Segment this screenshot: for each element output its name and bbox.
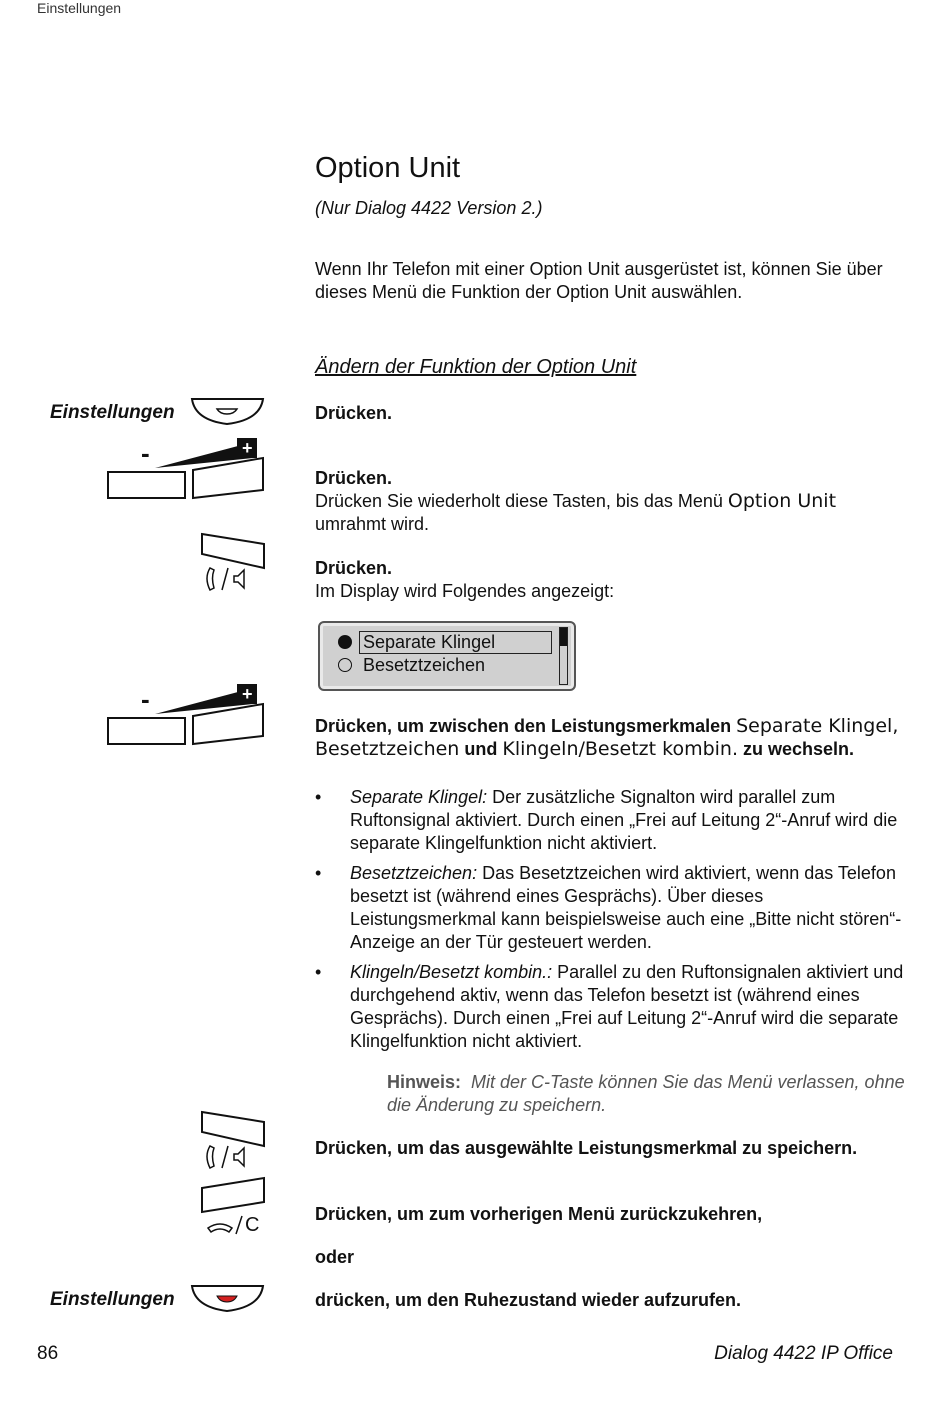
page-title: Option Unit [315,152,461,184]
step-scroll-text-a: Drücken Sie wiederholt diese Tasten, bis das Menü [315,491,728,511]
toggle-text-a: Drücken, um zwischen den Leistungsmerkmalen [315,716,737,736]
page-number: 86 [37,1343,59,1364]
bullet-term: Klingeln/Besetzt kombin.: [350,962,553,982]
bullet-term: Separate Klingel: [350,787,488,807]
settings-key-red-icon[interactable] [190,1283,266,1315]
svg-text:+: + [242,684,253,704]
settings-key-icon[interactable] [190,396,266,428]
intro-paragraph: Wenn Ihr Telefon mit einer Option Unit ausgerüstet ist, können Sie über dieses Menü die Funktion der Option Unit auswählen. [315,259,883,302]
step-press-handset [315,557,905,603]
display-option-1: Separate Klingel [359,631,552,654]
scrollbar-thumb [560,628,567,646]
display-row-1 [338,631,552,654]
phone-display [318,621,576,691]
step-scroll-menu [315,467,905,536]
display-option-2: Besetztzeichen [363,655,486,675]
feature-klingeln-besetzt: Klingeln/Besetzt kombin. [502,738,738,760]
bullet-term: Besetztzeichen: [350,863,478,883]
note-text: Mit der C-Taste können Sie das Menü verlassen, ohne die Änderung zu speichern. [387,1072,905,1115]
settings-label-top: Einstellungen [50,402,175,423]
step-toggle-features [315,715,905,761]
step-save: Drücken, um das ausgewählte Leistungsmerkmal zu speichern. [315,1138,858,1158]
handset-speaker-key-icon-2[interactable] [198,1110,268,1172]
svg-text:-: - [141,684,150,714]
step-back: Drücken, um zum vorherigen Menü zurückzukehren, [315,1204,763,1224]
toggle-und: und [459,739,503,759]
step-scroll-bold: Drücken. [315,468,393,488]
note-box [387,1071,907,1117]
bullet-text: Der zusätzliche Signalton wird parallel zum Ruftonsignal aktiviert. Durch einen „Frei auf Leitung 2“-Anruf wird die separate Klingelfunktion nicht aktiviert. [350,787,898,853]
product-name: Dialog 4422 IP Office [714,1343,893,1364]
bullet-text: Das Besetztzeichen wird aktiviert, wenn das Telefon besetzt ist (während eines Gesprächs). Über dieses Leistungsmerkmal kann beispielsweise auch eine „Bitte nicht stören“-Anzeige an der Tür gesteuert werden. [350,863,902,952]
list-item [315,786,905,855]
settings-label-bottom: Einstellungen [50,1289,175,1310]
display-row-2 [338,655,485,676]
feature-separate-klingel: Separate Klingel [736,715,893,737]
svg-text:C: C [245,1214,260,1236]
oder-text: oder [315,1247,355,1267]
svg-text:+: + [242,438,253,458]
feature-besetztzeichen: Besetztzeichen [315,738,460,760]
display-scrollbar [559,627,568,685]
step-handset-text: Im Display wird Folgendes angezeigt: [315,581,615,601]
section-heading: Ändern der Funktion der Option Unit [315,356,637,378]
step-idle: drücken, um den Ruhezustand wieder aufzurufen. [315,1290,742,1310]
menu-name-option-unit: Option Unit [727,490,837,512]
step-press-settings: Drücken. [315,403,393,423]
feature-bullet-list [315,786,905,1060]
svg-text:-: - [141,438,150,468]
step-handset-bold: Drücken. [315,558,393,578]
list-item [315,961,905,1053]
radio-selected-icon [338,635,352,649]
navigation-keys-icon[interactable] [105,434,270,504]
navigation-keys-icon-2[interactable] [105,680,270,750]
note-label: Hinweis: [387,1072,462,1092]
page-subtitle: (Nur Dialog 4422 Version 2.) [315,198,543,218]
toggle-comma: , [892,715,899,737]
list-item [315,862,905,954]
step-scroll-text-b: umrahmt wird. [315,514,430,534]
toggle-text-b: zu wechseln. [738,739,855,759]
bullet-text: Parallel zu den Ruftonsignalen aktiviert und durchgehend aktiv, wenn das Telefon besetzt ist (während eines Gesprächs). Durch einen „Frei auf Leitung 2“-Anruf wird die separate Klingelfunktion nicht aktiviert. [350,962,904,1051]
handset-speaker-key-icon[interactable] [198,532,268,594]
clear-key-icon[interactable] [198,1176,268,1238]
running-header: Einstellungen [37,0,122,16]
radio-unselected-icon [338,658,352,672]
